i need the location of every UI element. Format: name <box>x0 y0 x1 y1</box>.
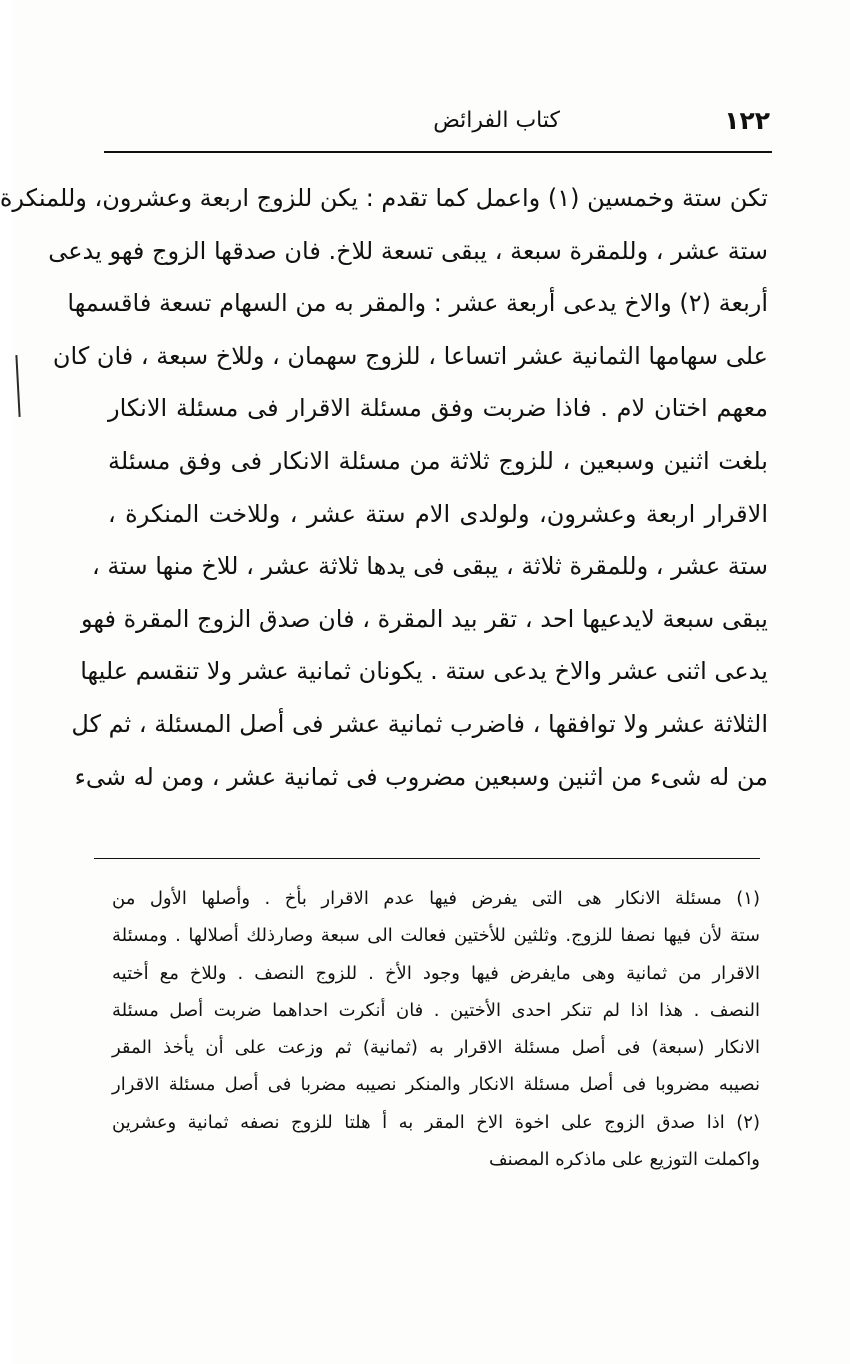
header-rule <box>104 151 772 153</box>
footnote-line: ستة لأن فيها نصفا للزوج. وثلثين للأختين فعالت الى سبعة وصارذلك أصلالها . ومسئلة <box>112 925 760 947</box>
text-line: على سهامها الثمانية عشر اتساعا ، للزوج سهمان ، وللاخ سبعة ، فان كان <box>52 341 768 370</box>
text-line: تكن ستة وخمسين (١) واعمل كما تقدم : يكن للزوج اربعة وعشرون، وللمنكرة <box>0 184 768 212</box>
text-line: ستة عشر ، وللمقرة سبعة ، يبقى تسعة للاخ. فان صدقها الزوج فهو يدعى <box>48 236 768 265</box>
running-title: كتاب الفرائض <box>433 108 560 133</box>
text-line: الثلاثة عشر ولا توافقها ، فاضرب ثمانية عشر فى أصل المسئلة ، ثم كل <box>71 709 768 738</box>
page-header <box>106 104 770 144</box>
main-text <box>0 172 768 803</box>
page-number: ١٢٢ <box>724 106 770 135</box>
footnote-line: واكملت التوزيع على ماذكره المصنف <box>488 1149 760 1171</box>
footnote-line: النصف . هذا اذا لم تنكر احدى الأختين . فان أنكرت احداهما ضربت أصل مسئلة <box>112 999 760 1021</box>
text-line: معهم اختان لام . فاذا ضربت وفق مسئلة الاقرار فى مسئلة الانكار <box>108 394 768 423</box>
footnote-line: (١) مسئلة الانكار هى التى يفرض فيها عدم الاقرار بأخ . وأصلها الأول من <box>112 888 760 909</box>
footnote-separator <box>94 858 760 859</box>
text-line: الاقرار اربعة وعشرون، ولولدى الام ستة عشر ، وللاخت المنكرة ، <box>108 499 768 528</box>
footnote-line: الاقرار من ثمانية وهى مايفرض فيها وجود الأخ . للزوج النصف . وللاخ مع أختيه <box>112 962 760 984</box>
text-line: يدعى اثنى عشر والاخ يدعى ستة . يكونان ثمانية عشر ولا تنقسم عليها <box>80 657 768 686</box>
text-line: بلغت اثنين وسبعين ، للزوج ثلاثة من مسئلة الانكار فى وفق مسئلة <box>108 446 768 475</box>
margin-pencil-mark <box>15 355 20 417</box>
text-line: ستة عشر ، وللمقرة ثلاثة ، يبقى فى يدها ثلاثة عشر ، للاخ منها ستة ، <box>92 552 768 581</box>
footnote-line: الانكار (سبعة) فى أصل مسئلة الاقرار به (ثمانية) ثم وزعت على أن يأخذ المقر <box>112 1037 760 1059</box>
text-line: يبقى سبعة لايدعيها احد ، تقر بيد المقرة ، فان صدق الزوج المقرة فهو <box>81 604 768 633</box>
text-line: أربعة (٢) والاخ يدعى أربعة عشر : والمقر به من السهام تسعة فاقسمها <box>67 289 768 318</box>
text-line: من له شىء من اثنين وسبعين مضروب فى ثمانية عشر ، ومن له شىء <box>74 762 768 791</box>
footnotes <box>112 880 760 1178</box>
footnote-line: (٢) اذا صدق الزوج على اخوة الاخ المقر به أ هلتا للزوج نصفه ثمانية وعشرين <box>112 1111 760 1133</box>
footnote-line: نصيبه مضروبا فى أصل مسئلة الانكار والمنكر نصيبه مضربا فى أصل مسئلة الاقرار <box>112 1074 760 1096</box>
